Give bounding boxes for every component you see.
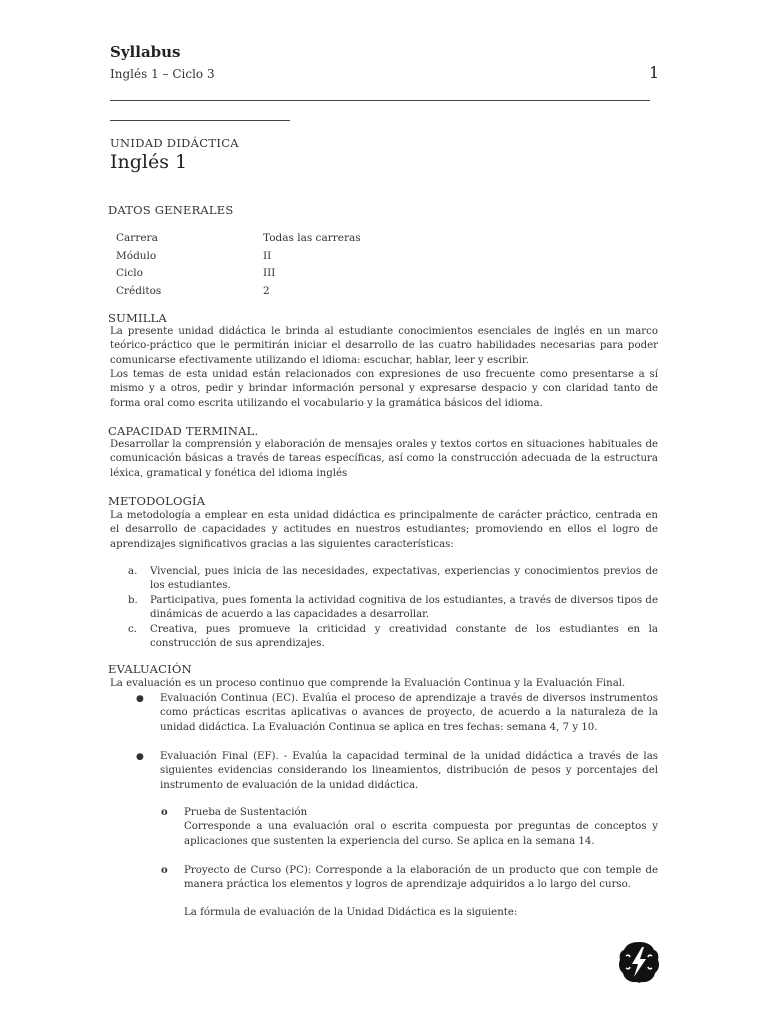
list-marker: a. (128, 566, 138, 577)
datos-generales-heading: DATOS GENERALES (108, 203, 234, 217)
bullet-marker: ● (136, 694, 144, 704)
list-item-text: Evaluación Final (EF). - Evalúa la capacidad terminal de la unidad didáctica a través de las siguientes evidencias considerando los lineamientos, distribución de pesos y porcentajes del instrumento de evaluación de la unidad didáctica. (160, 751, 658, 791)
sub-bullet-marker: o (161, 807, 168, 818)
row-key: Módulo (116, 249, 157, 262)
list-marker: b. (128, 594, 138, 606)
sub-item-text: Proyecto de Curso (PC): Corresponde a la elaboración de un producto que con temple de manera práctica los elementos y logros de aprendizaje adquiridos a lo largo del curso. (184, 865, 658, 891)
list-item (160, 806, 658, 849)
capacidad-paragraph: Desarrollar la comprensión y elaboración de mensajes orales y textos cortos en situaciones habituales de comunicación básicas a través de tareas específicas, así como la construcción adecuada de la estructura léxica, gramatical y fonética del idioma inglés (110, 439, 658, 479)
row-value: III (263, 267, 276, 279)
sumilla-paragraph-1: La presente unidad didáctica le brinda al estudiante conocimientos esenciales de inglés en un marco teórico-práctico que le permitirán iniciar el desarrollo de las cuatro habilidades necesarias para poder comunicarse efectivamente utilizando el idioma: escuchar, hablar, leer y escribir. (110, 326, 658, 366)
evaluacion-bullet-continua (136, 692, 658, 735)
header-rule (110, 100, 650, 101)
row-value: II (263, 249, 272, 262)
metodologia-heading: METODOLOGÍA (108, 494, 206, 508)
list-item (160, 864, 658, 893)
sub-item-sustentacion (160, 806, 658, 849)
table-row (116, 250, 416, 268)
row-value: Todas las carreras (263, 232, 361, 244)
row-key: Ciclo (116, 267, 143, 279)
unit-label: UNIDAD DIDÁCTICA (110, 136, 239, 150)
sub-item-proyecto (160, 864, 658, 893)
formula-text: La fórmula de evaluación de la Unidad Didáctica es la siguiente: (184, 907, 518, 918)
row-key: Créditos (116, 284, 162, 297)
sumilla-heading: SUMILLA (108, 311, 167, 325)
evaluacion-paragraph: La evaluación es un proceso continuo que comprende la Evaluación Continua y la Evaluación Final. (110, 678, 626, 689)
evaluacion-bullet-final (136, 750, 658, 793)
bullet-marker: ● (136, 752, 144, 762)
list-item (136, 750, 658, 793)
metodologia-list (128, 565, 658, 651)
list-item-text: Creativa, pues promueve la criticidad y creatividad constante de los estudiantes en la construcción de sus aprendizajes. (150, 623, 658, 650)
page-number: 1 (649, 63, 660, 82)
capacidad-heading: CAPACIDAD TERMINAL. (108, 424, 259, 438)
row-key: Carrera (116, 232, 158, 244)
list-item (128, 623, 658, 652)
list-item-text: Evaluación Continua (EC). Evalúa el proceso de aprendizaje a través de diversos instrumentos como prácticas escritas aplicativas o avances de proyecto, de acuerdo a la naturaleza de la unidad didáctica. La Evaluación Continua se aplica en tres fechas: semana 4, 7 y 10. (160, 693, 658, 733)
list-item (128, 565, 658, 594)
list-item (128, 594, 658, 623)
metodologia-paragraph: La metodología a emplear en esta unidad didáctica es principalmente de carácter práctico, centrada en el desarrollo de capacidades y actitudes en nuestros estudiantes; promoviendo en ellos el logro de aprendizajes significativos gracias a las siguientes características: (110, 510, 658, 550)
header-title: Syllabus (110, 43, 181, 61)
lightning-brain-logo-icon (618, 940, 660, 984)
list-item-text: Vivencial, pues inicia de las necesidades, expectativas, experiencias y conocimientos previos de los estudiantes. (150, 566, 658, 592)
list-marker: c. (128, 623, 137, 635)
list-item-text: Participativa, pues fomenta la actividad cognitiva de los estudiantes, a través de diversos tipos de dinámicas de acuerdo a las capacidades a desarrollar. (150, 594, 658, 621)
sub-item-title: Prueba de Sustentación (184, 807, 308, 818)
sumilla-paragraph-2: Los temas de esta unidad están relacionados con expresiones de uso frecuente como presentarse a sí mismo y a otros, pedir y brindar información personal y expresarse despacio y con claridad tanto de forma oral como escrita utilizando el vocabulario y la gramática básicos del idioma. (110, 369, 658, 409)
datos-generales-table (116, 232, 416, 302)
table-row (116, 232, 416, 250)
table-row (116, 285, 416, 303)
list-item (136, 692, 658, 735)
table-row (116, 267, 416, 285)
row-value: 2 (263, 284, 270, 297)
header-rule-short (110, 120, 290, 121)
sub-bullet-marker: o (161, 865, 168, 876)
sub-item-text: Corresponde a una evaluación oral o escrita compuesta por preguntas de conceptos y aplicaciones que sustenten la experiencia del curso. Se aplica en la semana 14. (184, 821, 658, 847)
page-title: Inglés 1 (110, 151, 188, 173)
evaluacion-heading: EVALUACIÓN (108, 662, 192, 676)
header-subtitle: Inglés 1 – Ciclo 3 (110, 67, 215, 81)
